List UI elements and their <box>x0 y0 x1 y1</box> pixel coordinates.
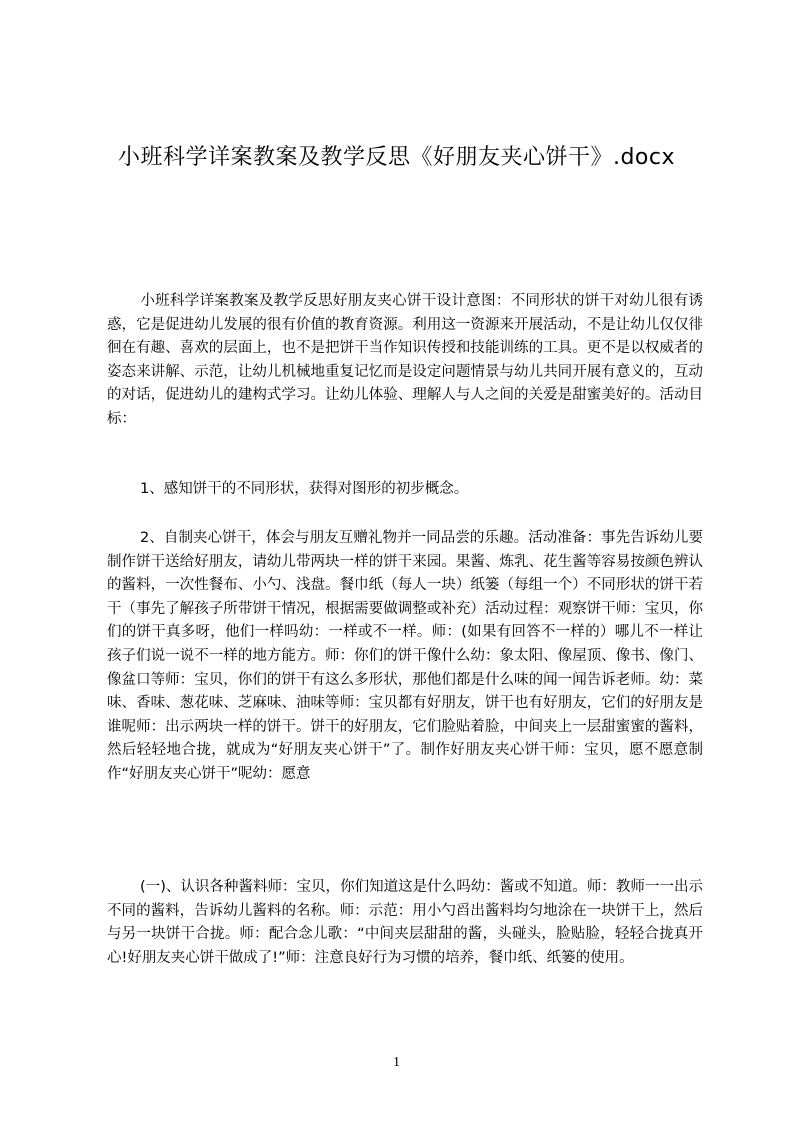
paragraph-sauces <box>107 876 703 970</box>
paragraph-text: 小班科学详案教案及教学反思好朋友夹心饼干设计意图：不同形状的饼干对幼儿很有诱惑，它是促进幼儿发展的很有价值的教育资源。利用这一资源来开展活动，不是让幼儿仅仅徘徊在有趣、喜欢的层面上，也不是把饼干当作知识传授和技能训练的工具。更不是以权威者的姿态来讲解、示范，让幼儿机械地重复记忆而是设定问题情景与幼儿共同开展有意义的，互动的对话，促进幼儿的建构式学习。让幼儿体验、理解人与人之间的关爱是甜蜜美好的。活动目标： <box>107 293 703 427</box>
document-title: 小班科学详案教案及教学反思《好朋友夹心饼干》.docx <box>117 145 676 170</box>
paragraph-text: 1、感知饼干的不同形状，获得对图形的初步概念。 <box>140 481 469 497</box>
paragraph-text: 2、自制夹心饼干，体会与朋友互赠礼物并一同品尝的乐趣。活动准备：事先告诉幼儿要制作饼干送给好朋友，请幼儿带两块一样的饼干来园。果酱、炼乳、花生酱等容易按颜色辨认的酱料，一次性餐布、小勺、浅盘。餐巾纸（每人一块）纸篓（每组一个）不同形状的饼干若干（事先了解孩子所带饼干情况，根据需要做调整或补充）活动过程：观察饼干师：宝贝，你们的饼干真多呀，他们一样吗幼：一样或不一样。师：(如果有回答不一样的）哪儿不一样让孩子们说一说不一样的地方能方。师：你们的饼干像什么幼：象太阳、像屋顶、像书、像门、像盆口等师：宝贝，你们的饼干有这么多形状，那他们都是什么味的闻一闻告诉老师。幼：菜味、香味、葱花味、芝麻味、油味等师：宝贝都有好朋友，饼干也有好朋友，它们的好朋友是谁呢师：出示两块一样的饼干。饼干的好朋友，它们脸贴着脸，中间夹上一层甜蜜蜜的酱料，然后轻轻地合拢，就成为“好朋友夹心饼干”了。制作好朋友夹心饼干师：宝贝，愿不愿意制作“好朋友夹心饼干”呢幼：愿意 <box>107 530 703 782</box>
paragraph-design-intent <box>107 290 703 432</box>
paragraph-goal-1 <box>107 478 703 502</box>
paragraph-text: (一)、认识各种酱料师：宝贝，你们知道这是什么吗幼：酱或不知道。师：教师一一出示不同的酱料，告诉幼儿酱料的名称。师：示范：用小勺舀出酱料均匀地涂在一块饼干上，然后与另一块饼干合拢。师：配合念儿歌：“中间夹层甜甜的酱，头碰头，脸贴脸，轻轻合拢真开心!好朋友夹心饼干做成了!”师：注意良好行为习惯的培养，餐巾纸、纸篓的使用。 <box>107 879 703 966</box>
page-number: 1 <box>393 1055 400 1070</box>
paragraph-goal-2-process <box>107 527 703 787</box>
